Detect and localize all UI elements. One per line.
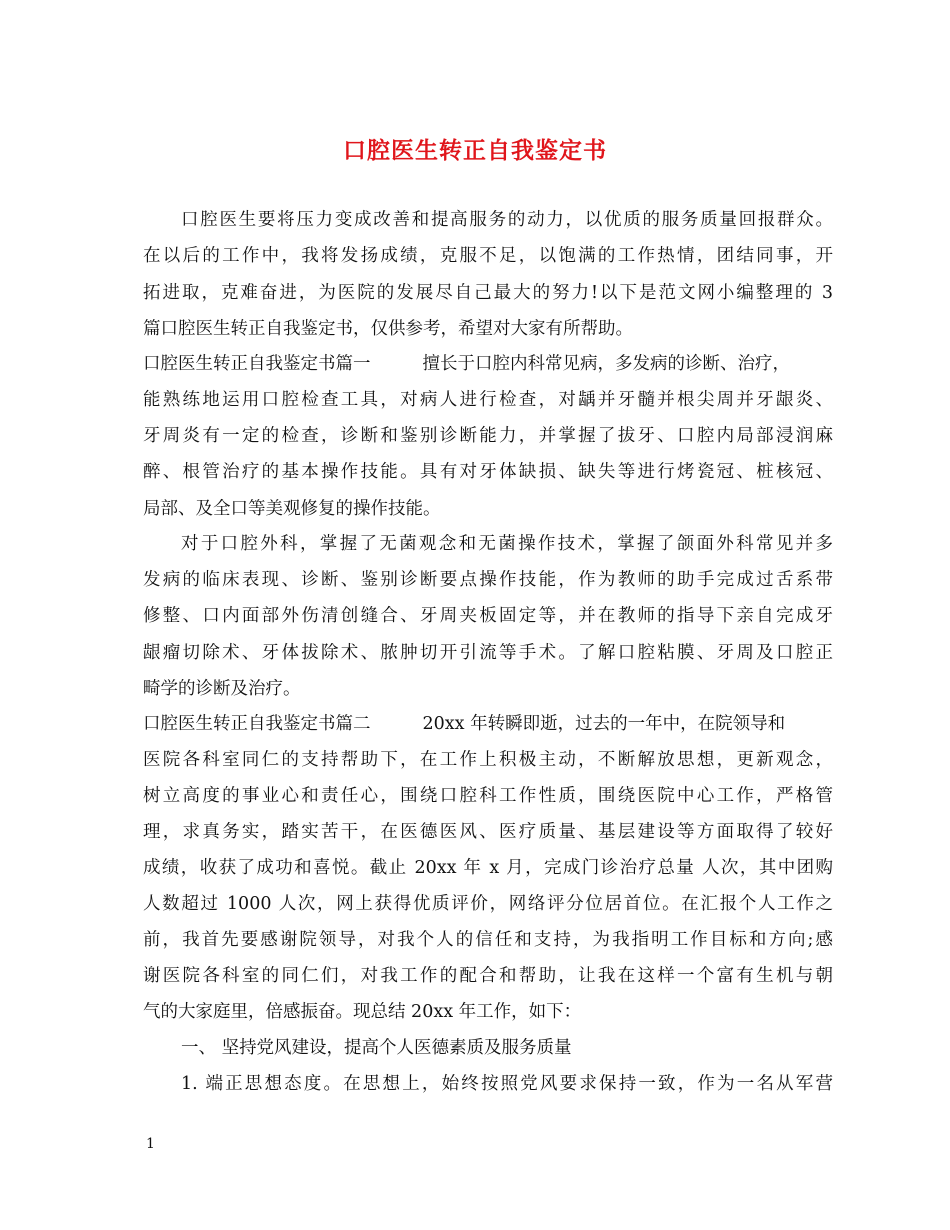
paragraph-line: 在以后的工作中，我将发扬成绩，克服不足，以饱满的工作热情，团结同事，开 <box>143 246 833 266</box>
section-heading-line <box>143 712 833 736</box>
paragraph-line: 口腔医生要将压力变成改善和提高服务的动力，以优质的服务质量回报群众。 <box>181 210 833 230</box>
section-heading: 口腔医生转正自我鉴定书篇二 <box>143 714 371 734</box>
paragraph-line: 篇口腔医生转正自我鉴定书，仅供参考，希望对大家有所帮助。 <box>143 319 633 339</box>
section-heading-line <box>143 352 833 376</box>
paragraph-line: 能熟练地运用口腔检查工具，对病人进行检查，对龋并牙髓并根尖周并牙龈炎、 <box>143 390 833 410</box>
list-item: 1. 端正思想态度。在思想上，始终按照党风要求保持一致，作为一名从军营 <box>181 1074 833 1094</box>
paragraph-line: 理，求真务实，踏实苦干，在医德医风、医疗质量、基层建设等方面取得了较好 <box>143 822 833 842</box>
paragraph-line: 人数超过 1000 人次，网上获得优质评价，网络评分位居首位。在汇报个人工作之 <box>143 894 833 914</box>
paragraph-line: 龈瘤切除术、牙体拔除术、脓肿切开引流等手术。了解口腔粘膜、牙周及口腔正 <box>143 643 833 663</box>
paragraph-line: 前，我首先要感谢院领导，对我个人的信任和支持，为我指明工作目标和方向;感 <box>143 930 833 950</box>
page-number: 1 <box>146 1136 155 1152</box>
section-intro-text: 20xx 年转瞬即逝，过去的一年中，在院领导和 <box>422 714 786 734</box>
paragraph-line: 气的大家庭里，倍感振奋。现总结 20xx 年工作，如下： <box>143 1002 582 1022</box>
paragraph-line: 局部、及全口等美观修复的操作技能。 <box>143 499 441 519</box>
section-intro-text: 擅长于口腔内科常见病，多发病的诊断、治疗， <box>422 354 790 374</box>
section-heading: 口腔医生转正自我鉴定书篇一 <box>143 354 371 374</box>
paragraph-line: 发病的临床表现、诊断、鉴别诊断要点操作技能，作为教师的助手完成过舌系带 <box>143 570 833 590</box>
paragraph-line: 树立高度的事业心和责任心，围绕口腔科工作性质，围绕医院中心工作，严格管 <box>143 786 833 806</box>
paragraph-line: 醉、根管治疗的基本操作技能。具有对牙体缺损、缺失等进行烤瓷冠、桩核冠、 <box>143 462 833 482</box>
paragraph-line: 畸学的诊断及治疗。 <box>143 679 301 699</box>
paragraph-line: 成绩，收获了成功和喜悦。截止 20xx 年 x 月，完成门诊治疗总量 人次，其中团购 <box>143 858 833 878</box>
paragraph-line: 医院各科室同仁的支持帮助下，在工作上积极主动，不断解放思想，更新观念， <box>143 750 833 770</box>
list-heading: 一、 坚持党风建设，提高个人医德素质及服务质量 <box>181 1038 572 1058</box>
paragraph-line: 拓进取，克难奋进，为医院的发展尽自己最大的努力!以下是范文网小编整理的 3 <box>143 283 833 303</box>
paragraph-line: 谢医院各科室的同仁们，对我工作的配合和帮助，让我在这样一个富有生机与朝 <box>143 966 833 986</box>
paragraph-line: 修整、口内面部外伤清创缝合、牙周夹板固定等，并在教师的指导下亲自完成牙 <box>143 606 833 626</box>
paragraph-line: 牙周炎有一定的检查，诊断和鉴别诊断能力，并掌握了拔牙、口腔内局部浸润麻 <box>143 426 833 446</box>
paragraph-line: 对于口腔外科，掌握了无菌观念和无菌操作技术，掌握了颌面外科常见并多 <box>181 534 833 554</box>
document-title: 口腔医生转正自我鉴定书 <box>343 137 607 164</box>
